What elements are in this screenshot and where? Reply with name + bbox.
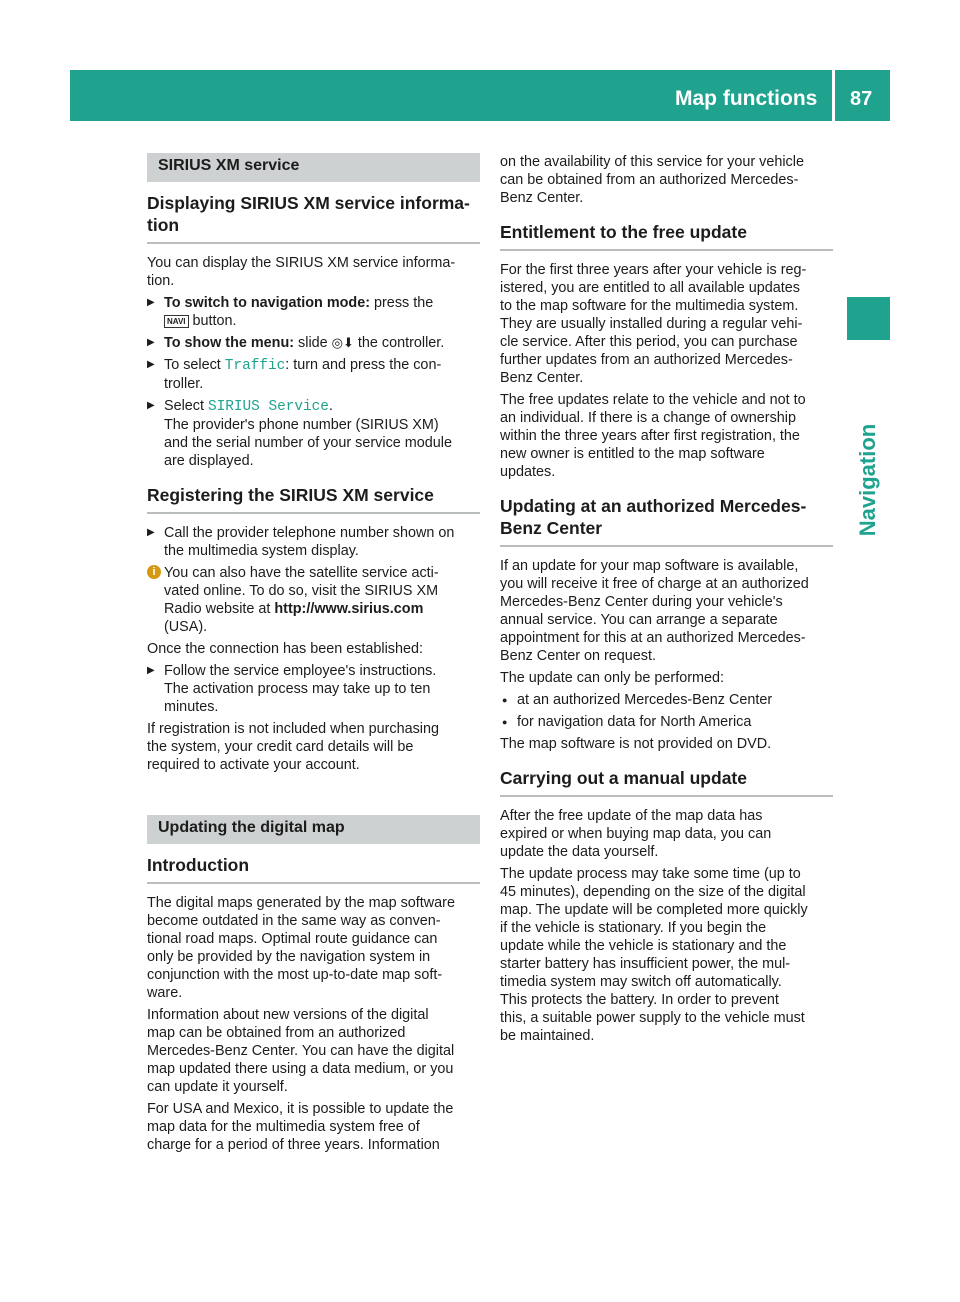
side-tab-label: Navigation <box>855 423 880 537</box>
continued-paragraph: on the availability of this service for your vehicle can be obtained from an authorized Mercedes- Benz Center. <box>500 154 804 206</box>
step-nav-mode: ▶ To switch to navigation mode: press the NAVI button. <box>147 294 480 330</box>
side-marker <box>847 297 890 340</box>
intro-paragraph-3: For USA and Mexico, it is possible to update the map data for the multimedia system free of charge for a period of three years. Information <box>147 1101 454 1153</box>
left-column <box>147 153 480 1158</box>
manual-paragraph-1: After the free update of the map data has expired or when buying map data, you can update the data yourself. <box>500 808 772 860</box>
entitlement-paragraph-1: For the first three years after your vehicle is reg- istered, you are entitled to all available updates to the map software for the multimedia system. They are usually installed during a regular vehi- cle service. After this period, you can purchase further updates from an authorized Mercedes- Benz Center. <box>500 262 807 386</box>
authorized-paragraph-1: If an update for your map software is available, you will receive it free of charge at an authorized Mercedes-Benz Center during your vehicle's annual service. You can arrange a separate appointment for this at an authorized Mercedes- Benz Center on request. <box>500 558 809 664</box>
step-call-provider: ▶ Call the provider telephone number shown on the multimedia system display. <box>147 524 480 560</box>
heading-register: Registering the SIRIUS XM service <box>147 484 480 514</box>
display-intro: You can display the SIRIUS XM service informa- tion. <box>147 255 456 289</box>
registration-note: If registration is not included when purchasing the system, your credit card details will be required to activate your account. <box>147 721 439 773</box>
header-divider <box>832 70 835 121</box>
authorized-paragraph-3: The map software is not provided on DVD. <box>500 736 772 752</box>
side-tab <box>847 360 890 600</box>
bullet-authorized-center: ● at an authorized Mercedes-Benz Center <box>500 691 833 709</box>
info-icon: i <box>147 565 161 579</box>
step-select-traffic: ▶ To select Traffic: turn and press the con- troller. <box>147 356 480 393</box>
heading-display: Displaying SIRIUS XM service informa- tion <box>147 192 480 244</box>
heading-authorized-update: Updating at an authorized Mercedes- Benz Center <box>500 495 833 547</box>
intro-paragraph-1: The digital maps generated by the map software become outdated in the same way as conven- tional road maps. Optimal route guidance can only be provided by the navigation system in conjunction with the most up-to-date map soft- ware. <box>147 895 455 1001</box>
manual-paragraph-2: The update process may take some time (up to 45 minutes), depending on the size of the digital map. The update will be completed more quickly if the vehicle is stationary. If you begin the update while the vehicle is stationary and the starter battery has insufficient power, the mul- timedia system may switch off automatically. This protects the battery. In order to prevent this, a suitable power supply to the vehicle must be maintained. <box>500 866 808 1044</box>
controller-icon: ◎⬇ <box>331 335 354 350</box>
navi-key-icon: NAVI <box>164 315 189 328</box>
intro-paragraph-2: Information about new versions of the digital map can be obtained from an authorized Mercedes-Benz Center. You can have the digital map updated there using a data medium, or you can update it yourself. <box>147 1007 455 1095</box>
right-column <box>500 153 833 1049</box>
info-note: i You can also have the satellite service acti- vated online. To do so, visit the SIRIUS XM Radio website at http://www.sirius.com (USA). <box>147 564 480 636</box>
page-number: 87 <box>850 88 873 110</box>
step-select-service: ▶ Select SIRIUS Service. The provider's phone number (SIRIUS XM) and the serial number of your service module are displayed. <box>147 397 480 470</box>
entitlement-paragraph-2: The free updates relate to the vehicle and not to an individual. If there is a change of ownership within the three years after first registration, the new owner is entitled to the map software updates. <box>500 392 806 480</box>
step-show-menu: ▶ To show the menu: slide ◎⬇ the controller. <box>147 334 480 352</box>
heading-entitlement: Entitlement to the free update <box>500 221 833 251</box>
heading-introduction: Introduction <box>147 854 480 884</box>
heading-manual-update: Carrying out a manual update <box>500 767 833 797</box>
section-update-map: Updating the digital map <box>147 815 480 844</box>
bullet-north-america: ● for navigation data for North America <box>500 713 833 731</box>
page-title: Map functions <box>675 87 818 110</box>
section-sirius: SIRIUS XM service <box>147 153 480 182</box>
connection-text: Once the connection has been established: <box>147 641 424 657</box>
authorized-paragraph-2: The update can only be performed: <box>500 670 724 686</box>
step-follow-instructions: ▶ Follow the service employee's instructions. The activation process may take up to ten minutes. <box>147 662 480 716</box>
